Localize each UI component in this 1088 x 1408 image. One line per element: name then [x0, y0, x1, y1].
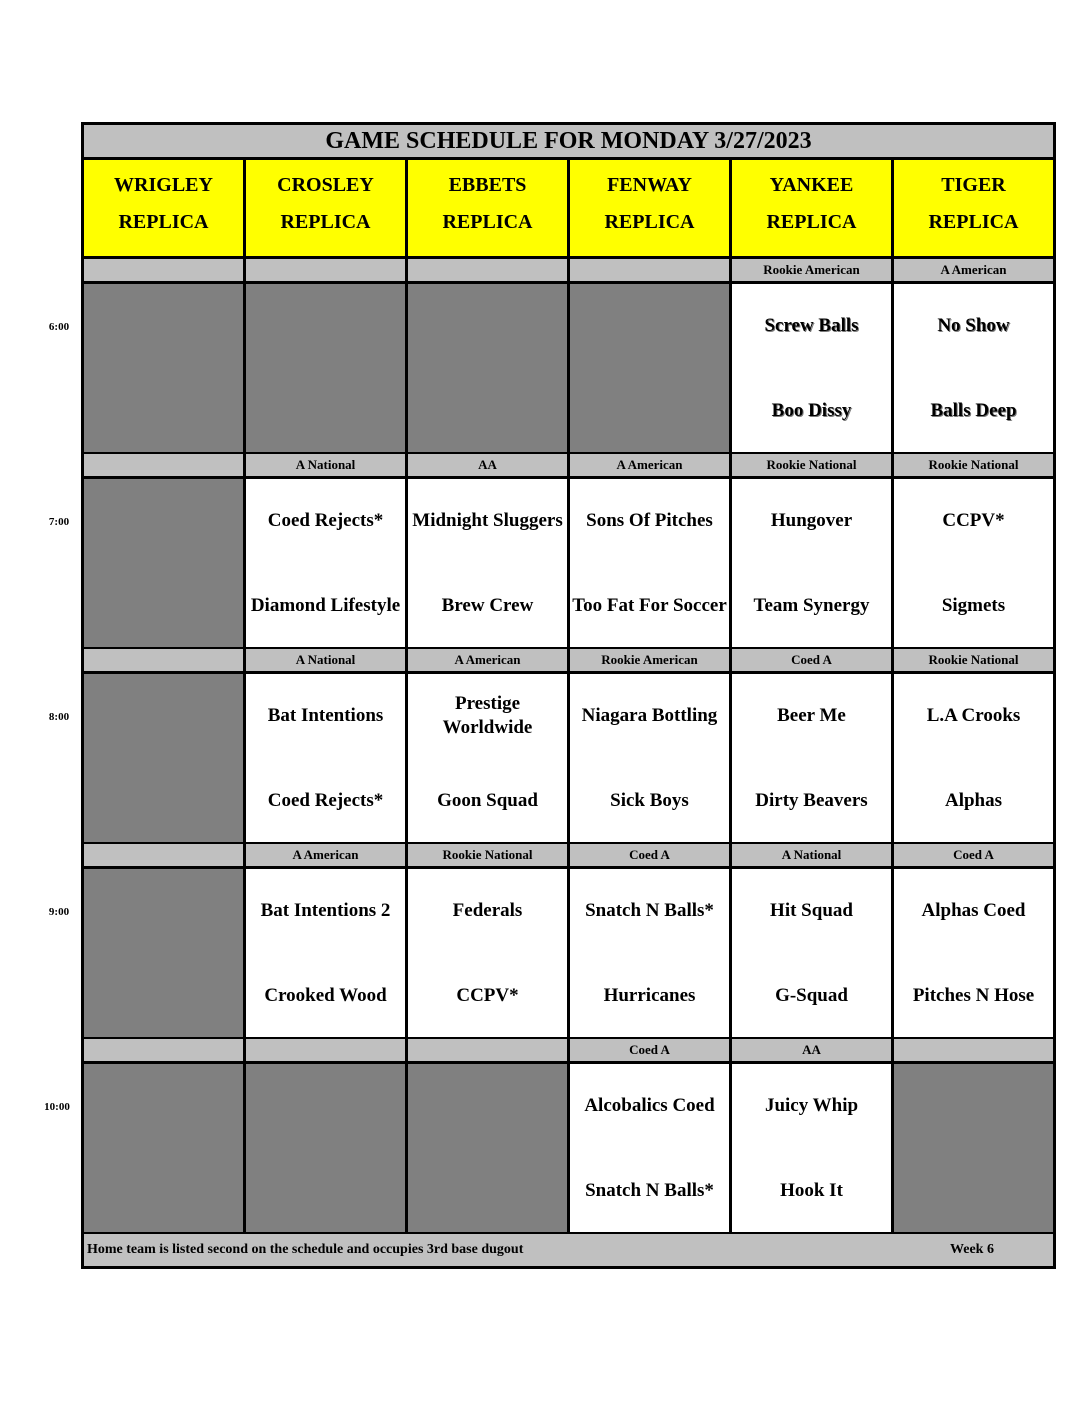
away-team: Sons Of Pitches [586, 510, 713, 531]
game-cell [408, 869, 567, 1037]
away-team: Alcobalics Coed [584, 1095, 715, 1116]
game-cell [408, 479, 567, 647]
empty-slot [246, 284, 405, 452]
field-header-tiger [894, 160, 1053, 256]
away-team: Screw Balls [764, 315, 859, 336]
game-cell [894, 479, 1053, 647]
division-label: A American [408, 649, 567, 671]
division-label: A National [732, 844, 891, 866]
empty-slot [84, 479, 243, 647]
away-team: Hit Squad [770, 900, 853, 921]
home-team: Snatch N Balls* [585, 1180, 714, 1201]
schedule-footer [84, 1234, 1053, 1266]
time-label: 7:00 [48, 516, 70, 528]
away-team: Alphas Coed [921, 900, 1026, 921]
field-name: EBBETS [448, 174, 527, 196]
empty-slot [894, 1064, 1053, 1232]
schedule-table [81, 122, 1056, 1269]
home-team: G-Squad [775, 985, 848, 1006]
field-name: TIGER [941, 174, 1006, 196]
division-label: A American [570, 454, 729, 476]
game-cell [732, 284, 891, 452]
home-team: Team Synergy [753, 595, 870, 616]
away-team: No Show [937, 315, 1010, 336]
empty-slot [408, 284, 567, 452]
time-label: 10:00 [44, 1101, 70, 1113]
home-team: Crooked Wood [264, 985, 387, 1006]
game-cell [570, 869, 729, 1037]
field-subtitle: REPLICA [118, 211, 209, 233]
away-team: L.A Crooks [926, 705, 1021, 726]
away-team: Bat Intentions [267, 705, 384, 726]
away-team: Niagara Bottling [581, 705, 718, 726]
home-team: Hurricanes [603, 985, 696, 1006]
empty-slot [84, 869, 243, 1037]
game-cell [894, 284, 1053, 452]
away-team: Prestige Worldwide [442, 693, 533, 738]
game-cell [246, 674, 405, 842]
game-cell [732, 1064, 891, 1232]
home-team: Sick Boys [610, 790, 689, 811]
away-team: CCPV* [942, 510, 1005, 531]
empty-slot [570, 284, 729, 452]
division-label [84, 1039, 243, 1061]
home-team: Coed Rejects* [267, 790, 384, 811]
division-label: A American [894, 259, 1053, 281]
home-team: Alphas [944, 790, 1003, 811]
field-header-wrigley [84, 160, 243, 256]
field-subtitle: REPLICA [442, 211, 533, 233]
field-name: YANKEE [769, 174, 854, 196]
home-team: Boo Dissy [771, 400, 852, 421]
empty-slot [84, 284, 243, 452]
game-cell [732, 674, 891, 842]
division-label [408, 1039, 567, 1061]
empty-slot [408, 1064, 567, 1232]
home-team: Balls Deep [930, 400, 1017, 421]
division-label: Rookie National [894, 454, 1053, 476]
home-team: Hook It [780, 1180, 843, 1201]
game-cell [732, 869, 891, 1037]
division-label: Rookie American [570, 649, 729, 671]
away-team: Federals [452, 900, 523, 921]
empty-slot [84, 1064, 243, 1232]
division-label: AA [408, 454, 567, 476]
game-cell [894, 674, 1053, 842]
division-label: Rookie American [732, 259, 891, 281]
home-team: Sigmets [941, 595, 1006, 616]
division-label [84, 649, 243, 671]
away-team: Bat Intentions 2 [260, 900, 391, 921]
game-cell [894, 869, 1053, 1037]
away-team: Juicy Whip [764, 1095, 859, 1116]
time-label: 6:00 [48, 321, 70, 333]
away-team: Coed Rejects* [267, 510, 384, 531]
division-label [84, 844, 243, 866]
game-cell [732, 479, 891, 647]
game-cell [570, 674, 729, 842]
time-label: 8:00 [48, 711, 70, 723]
division-label [246, 259, 405, 281]
division-label: Rookie National [408, 844, 567, 866]
division-label: A National [246, 649, 405, 671]
game-cell [570, 479, 729, 647]
division-label: A National [246, 454, 405, 476]
field-name: CROSLEY [277, 174, 374, 196]
field-subtitle: REPLICA [604, 211, 695, 233]
division-label [246, 1039, 405, 1061]
division-label: Coed A [570, 844, 729, 866]
away-team: Hungover [770, 510, 853, 531]
home-team: Diamond Lifestyle [250, 595, 401, 616]
field-header-fenway [570, 160, 729, 256]
division-label: A American [246, 844, 405, 866]
division-label [408, 259, 567, 281]
home-team: Too Fat For Soccer [572, 595, 727, 616]
division-label: Rookie National [894, 649, 1053, 671]
away-team: Midnight Sluggers [412, 510, 563, 531]
division-label: Coed A [570, 1039, 729, 1061]
empty-slot [246, 1064, 405, 1232]
home-team: Goon Squad [437, 790, 538, 811]
field-header-crosley [246, 160, 405, 256]
schedule-title: GAME SCHEDULE FOR MONDAY 3/27/2023 [84, 125, 1053, 157]
division-label [84, 454, 243, 476]
field-subtitle: REPLICA [928, 211, 1019, 233]
home-team: Brew Crew [441, 595, 534, 616]
game-cell [408, 674, 567, 842]
game-cell [570, 1064, 729, 1232]
division-label: Coed A [732, 649, 891, 671]
field-header-ebbets [408, 160, 567, 256]
field-subtitle: REPLICA [280, 211, 371, 233]
field-name: FENWAY [607, 174, 692, 196]
division-label [570, 259, 729, 281]
empty-slot [84, 674, 243, 842]
time-label: 9:00 [48, 906, 70, 918]
division-label: Coed A [894, 844, 1053, 866]
home-team: Pitches N Hose [912, 985, 1035, 1006]
week-label: Week 6 [950, 1242, 994, 1257]
division-label: AA [732, 1039, 891, 1061]
home-team: CCPV* [456, 985, 519, 1006]
division-label [894, 1039, 1053, 1061]
division-label [84, 259, 243, 281]
game-cell [246, 869, 405, 1037]
division-label: Rookie National [732, 454, 891, 476]
field-header-yankee [732, 160, 891, 256]
away-team: Beer Me [777, 705, 846, 726]
game-cell [246, 479, 405, 647]
field-subtitle: REPLICA [766, 211, 857, 233]
field-name: WRIGLEY [114, 174, 213, 196]
home-team: Dirty Beavers [755, 790, 868, 811]
home-team-note: Home team is listed second on the schedule and occupies 3rd base dugout [87, 1242, 524, 1257]
away-team: Snatch N Balls* [585, 900, 714, 921]
